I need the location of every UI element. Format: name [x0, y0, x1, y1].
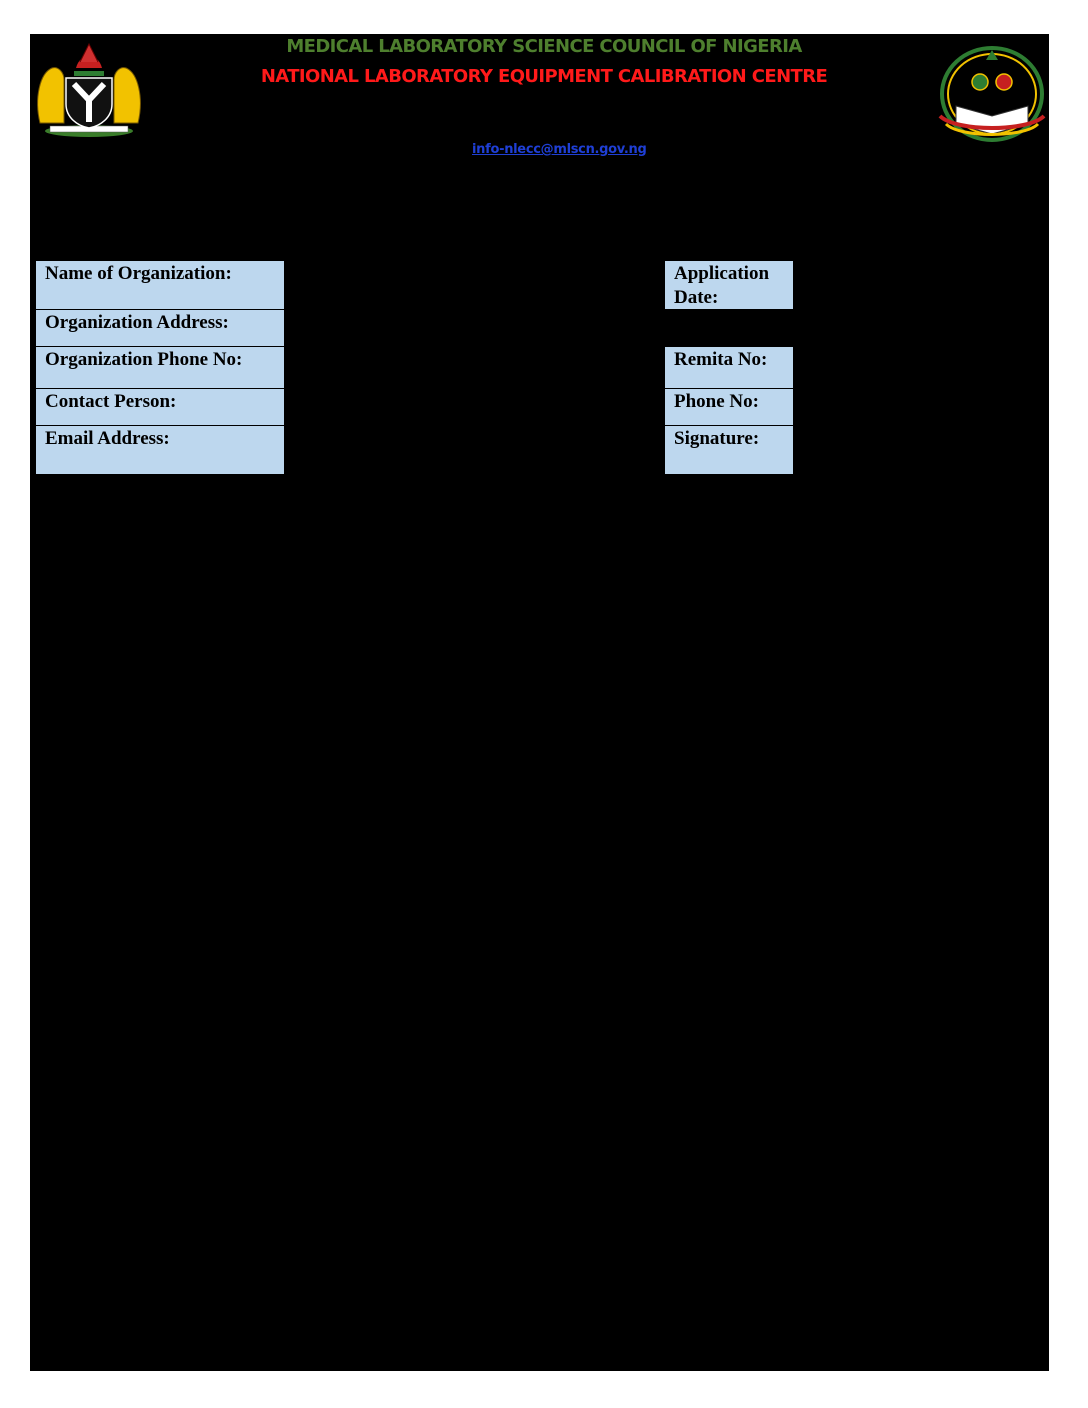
label-application-date: Application Date:	[664, 260, 794, 310]
label-name-of-organization: Name of Organization:	[35, 260, 285, 310]
label-phone-no: Phone No:	[664, 388, 794, 426]
form-page	[30, 34, 1049, 1371]
centre-title: NATIONAL LABORATORY EQUIPMENT CALIBRATION CENTRE	[260, 66, 828, 87]
label-signature: Signature:	[664, 425, 794, 475]
label-email-address: Email Address:	[35, 425, 285, 475]
coat-of-arms-logo	[30, 38, 148, 138]
label-contact-person: Contact Person:	[35, 388, 285, 426]
council-title: MEDICAL LABORATORY SCIENCE COUNCIL OF NIGERIA	[286, 36, 802, 57]
label-organization-phone: Organization Phone No:	[35, 346, 285, 389]
contact-email-link[interactable]: info-nlecc@mlscn.gov.ng	[472, 142, 647, 157]
label-remita-no: Remita No:	[664, 346, 794, 389]
label-organization-address: Organization Address:	[35, 309, 285, 347]
mlscn-seal-logo	[936, 46, 1048, 144]
